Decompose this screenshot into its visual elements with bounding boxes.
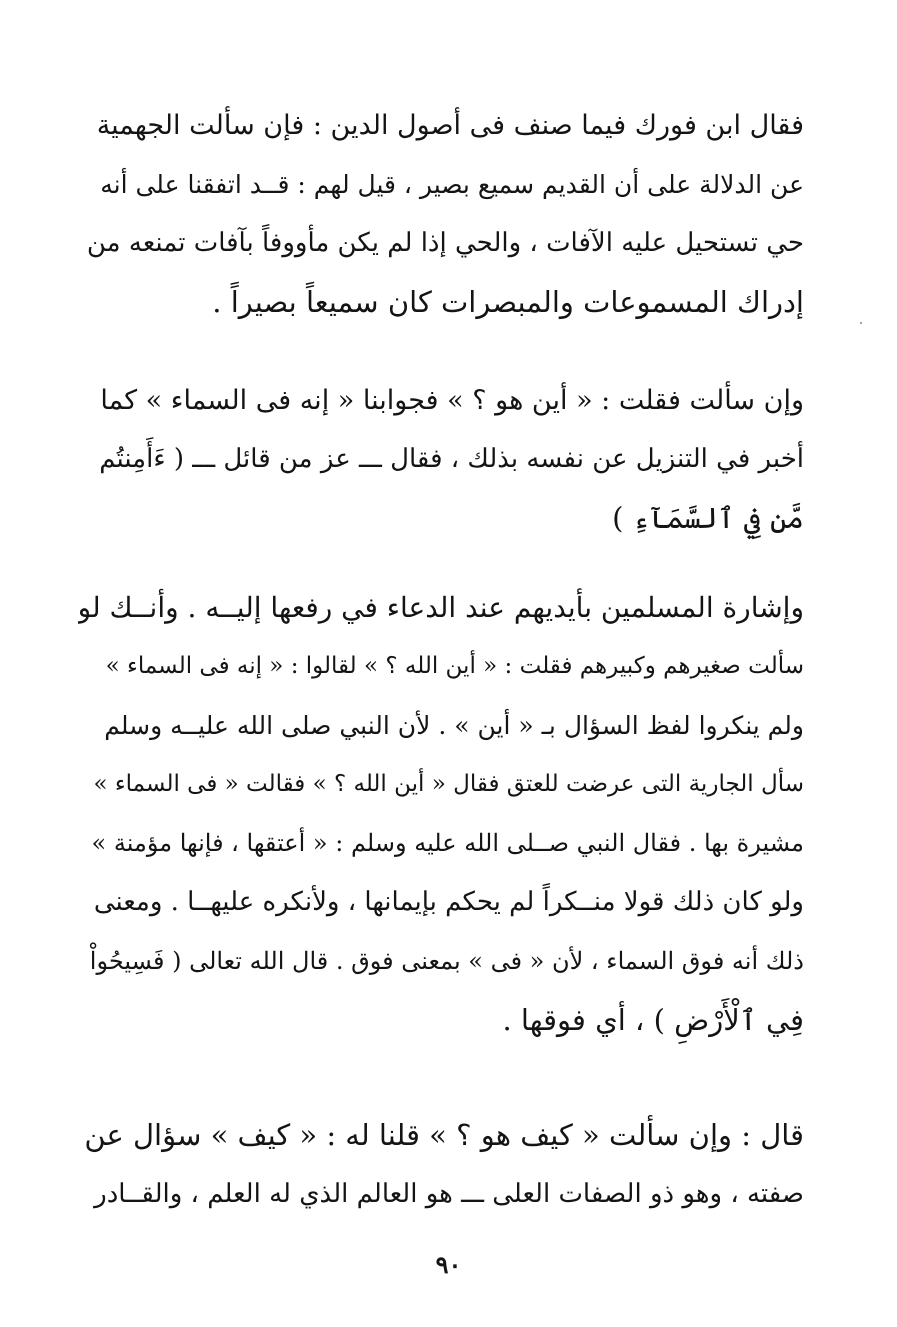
text-line: فقال ابن فورك فيما صنف فى أصول الدين : فإن سألت الجهمية	[96, 110, 804, 141]
text-line: إدراك المسموعات والمبصرات كان سميعاً بصيراً .	[212, 285, 804, 319]
text-line: قال : وإن سألت « كيف هو ؟ » قلنا له : « كيف » سؤال عن	[84, 1118, 804, 1152]
scan-speck	[860, 322, 862, 324]
text-line: حي تستحيل عليه الآفات ، والحي إذا لم يكن مأووفاً بآفات تمنعه من	[86, 228, 804, 258]
paragraph-2	[78, 371, 804, 548]
text-line: فِي ٱلْأَرْضِ ) ، أي فوقها .	[502, 1003, 804, 1037]
text-line: وإن سألت فقلت : « أين هو ؟ » فجوابنا « إنه فى السماء » كما	[100, 385, 804, 416]
text-line: وإشارة المسلمين بأيديهم عند الدعاء في رفعها إليــه . وأنــك لو	[78, 591, 804, 624]
text-line: ولو كان ذلك قولا منــكراً لم يحكم بإيمانها ، ولأنكره عليهــا . ومعنى	[93, 887, 804, 917]
paragraph-4	[78, 1106, 804, 1224]
page-number: ٩٠	[435, 1250, 462, 1279]
text-line: عن الدلالة على أن القديم سميع بصير ، قيل لهم : قــد اتفقنا على أنه	[100, 170, 804, 199]
paragraph-1	[78, 96, 804, 332]
text-line: ذلك أنه فوق السماء ، لأن « فى » بمعنى فوق . قال الله تعالى ( فَسِيحُواْ	[89, 947, 804, 975]
text-line: سأل الجارية التى عرضت للعتق فقال « أين الله ؟ » فقالت « فى السماء »	[93, 771, 804, 797]
text-line: أخبر في التنزيل عن نفسه بذلك ، فقال ـــ عز من قائل ـــ ( ءَأَمِنتُم	[99, 444, 804, 474]
text-line: مَّن فِي ٱلسَّمَآءِ )	[612, 501, 804, 535]
text-line: ولم ينكروا لفظ السؤال بـ « أين » . لأن النبي صلى الله عليــه وسلم	[104, 711, 804, 740]
text-line: صفته ، وهو ذو الصفات العلى ـــ هو العالم الذي له العلم ، والقــادر	[94, 1179, 804, 1209]
text-line: مشيرة بها . فقال النبي صــلى الله عليه وسلم : « أعتقها ، فإنها مؤمنة »	[91, 829, 804, 857]
text-line: سألت صغيرهم وكبيرهم فقلت : « أين الله ؟ » لقالوا : « إنه فى السماء »	[105, 653, 804, 679]
paragraph-3	[78, 578, 804, 1050]
